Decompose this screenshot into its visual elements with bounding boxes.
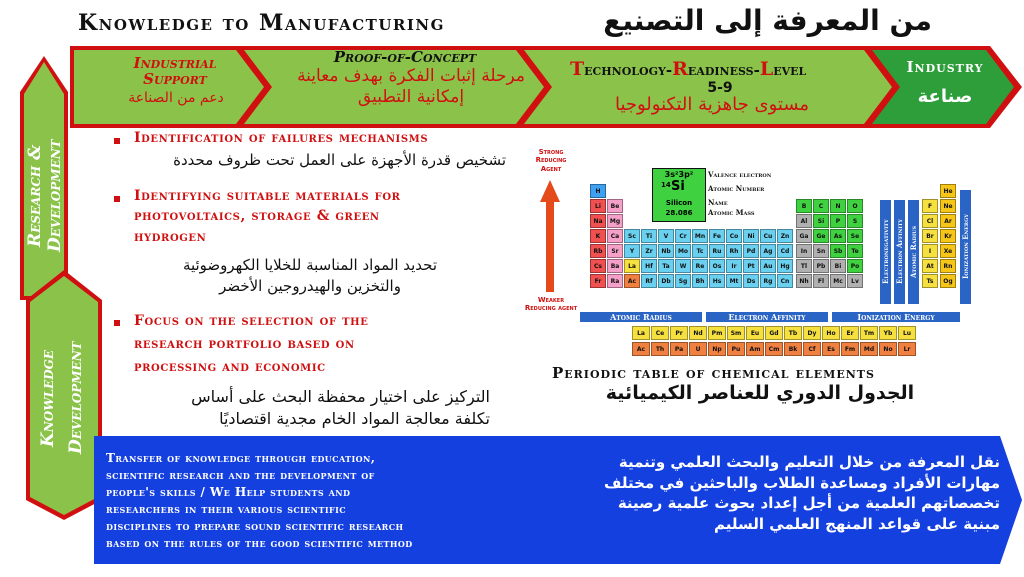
element-cell: O (847, 199, 863, 213)
element-cell: Ga (796, 229, 812, 243)
reducing-arrow-head (540, 180, 560, 202)
lanthanide-cell: Pr (670, 326, 688, 340)
trl-l: L (759, 58, 774, 80)
key-number: 14 (661, 181, 671, 189)
footer-text-ar (560, 452, 1000, 535)
footer-ar-line: مهارات الأفراد ومساعدة الطلاب والباحثين في مختلف (603, 473, 1000, 492)
lanthanide-cell: Nd (689, 326, 707, 340)
element-cell: Zn (777, 229, 793, 243)
element-cell: Al (796, 214, 812, 228)
key-label-number: Atomic Number (708, 184, 765, 193)
knowledge-label-line2: Development (66, 341, 86, 455)
band-ionization-energy: Ionization Energy (832, 312, 960, 322)
element-cell: Se (847, 229, 863, 243)
bullet-1-text: Identification of failures mechanisms (134, 130, 429, 146)
element-cell: V (658, 229, 674, 243)
key-label-name: Name (708, 198, 728, 207)
element-cell: Be (607, 199, 623, 213)
periodic-table-title-ar: الجدول الدوري للعناصر الكيميائية (605, 382, 915, 404)
actinide-cell: Pu (727, 342, 745, 356)
element-cell: Ag (760, 244, 776, 258)
footer-text (106, 450, 546, 552)
footer-line: researchers in their various scientific (106, 502, 346, 517)
lanthanide-cell: Pm (708, 326, 726, 340)
element-cell: Sb (830, 244, 846, 258)
element-cell: Cr (675, 229, 691, 243)
element-key-box (652, 168, 706, 222)
element-cell: Ge (813, 229, 829, 243)
bullet-2-ar-line2: والتخزين والهيدروجين الأخضر (219, 277, 401, 295)
bullet-2-text (134, 186, 534, 247)
element-cell: As (830, 229, 846, 243)
trl-range: 5-9 (707, 80, 733, 96)
lanthanide-cell: Yb (879, 326, 897, 340)
element-cell: Lv (847, 274, 863, 288)
key-symbol: Si (671, 179, 685, 194)
element-cell: Mg (607, 214, 623, 228)
proof-of-concept-ar-line2: إمكانية التطبيق (357, 87, 465, 108)
element-cell: Mc (830, 274, 846, 288)
element-cell: Ta (658, 259, 674, 273)
element-cell: Ac (624, 274, 640, 288)
strong-reducing-label: Strong Reducing Agent (535, 148, 567, 173)
periodic-table-title: Periodic table of chemical elements (552, 364, 875, 382)
research-label-line2: Development (45, 139, 65, 253)
industrial-support-label: Industrial Support (133, 54, 217, 88)
page-title-ar: من المعرفة إلى التصنيع (603, 4, 932, 37)
lanthanide-cell: Gd (765, 326, 783, 340)
proof-of-concept-label-ar (276, 66, 546, 109)
element-cell: In (796, 244, 812, 258)
element-cell: I (922, 244, 938, 258)
element-cell: W (675, 259, 691, 273)
bullet-3-line1: Focus on the selection of the (134, 313, 369, 329)
actinide-cell: Bk (784, 342, 802, 356)
element-cell: Co (726, 229, 742, 243)
weak-reducing-label: Weaker Reducing agent (524, 296, 578, 313)
element-cell: Rn (940, 259, 956, 273)
bullet-2-text-ar (150, 255, 470, 297)
trl-eadiness: eadiness- (687, 61, 760, 79)
element-cell: Na (590, 214, 606, 228)
element-cell: At (922, 259, 938, 273)
element-cell: Kr (940, 229, 956, 243)
element-cell: Sn (813, 244, 829, 258)
element-cell: Ds (743, 274, 759, 288)
element-cell: Sr (607, 244, 623, 258)
actinide-cell: Cm (765, 342, 783, 356)
element-cell: Mo (675, 244, 691, 258)
element-cell: He (940, 184, 956, 198)
element-cell: Sg (675, 274, 691, 288)
element-cell: Rg (760, 274, 776, 288)
element-cell: Ts (922, 274, 938, 288)
element-cell: Hs (709, 274, 725, 288)
element-cell: Au (760, 259, 776, 273)
lanthanide-cell: Lu (898, 326, 916, 340)
band-electron-affinity: Electron Affinity (706, 312, 828, 322)
element-cell: Re (692, 259, 708, 273)
trl-r: R (672, 58, 688, 80)
element-cell: Y (624, 244, 640, 258)
element-cell: Ne (940, 199, 956, 213)
element-cell: Bh (692, 274, 708, 288)
element-cell: Cl (922, 214, 938, 228)
bullet-3-text (134, 310, 534, 379)
bullet-3-text-ar (110, 386, 490, 431)
element-cell: Rb (590, 244, 606, 258)
element-cell: Ni (743, 229, 759, 243)
actinide-cell: Np (708, 342, 726, 356)
element-cell: Cn (777, 274, 793, 288)
bullet-2-ar-line1: تحديد المواد المناسبة للخلايا الكهروضوئية (182, 256, 438, 274)
actinide-cell: Md (860, 342, 878, 356)
research-label-line1: Research & (25, 144, 45, 248)
element-cell: Li (590, 199, 606, 213)
actinide-cell: Th (651, 342, 669, 356)
proof-of-concept-label: Proof-of-Concept (333, 48, 477, 66)
industrial-support-label-ar: دعم من الصناعة (128, 90, 224, 106)
bullet-marker (114, 320, 120, 326)
bullet-3-line2: research portfolio based on (134, 336, 355, 353)
footer-line: people's skills / We Help students and (106, 485, 351, 500)
element-cell: Bi (830, 259, 846, 273)
vband-ionization-energy-text: Ionization Energy (961, 214, 970, 280)
lanthanide-cell: Dy (803, 326, 821, 340)
element-cell: Te (847, 244, 863, 258)
vband-ionization-energy (960, 190, 971, 304)
footer-ar-line: تخصصاتهم العلمية من أجل إعداد بحوث علمية رصينة (617, 494, 1000, 513)
element-cell: Zr (641, 244, 657, 258)
element-cell: Hf (641, 259, 657, 273)
proof-of-concept-ar-line1: مرحلة إثبات الفكرة بهدف معاينة (297, 66, 525, 86)
element-cell: Ru (709, 244, 725, 258)
vband-atomic-radius (908, 200, 919, 304)
element-cell: Cu (760, 229, 776, 243)
element-cell: Pt (743, 259, 759, 273)
actinide-cell: U (689, 342, 707, 356)
element-cell: Tc (692, 244, 708, 258)
vband-atomic-radius-text: Atomic Radius (909, 225, 918, 279)
key-name: Silicon (665, 199, 693, 207)
reducing-arrow-shaft (546, 200, 554, 292)
lanthanide-cell: Tb (784, 326, 802, 340)
bullet-2-line2: photovoltaics, storage & green (134, 208, 380, 225)
industry-label-ar: صناعة (917, 86, 973, 107)
element-cell: Mt (726, 274, 742, 288)
element-cell: Pd (743, 244, 759, 258)
bullet-3-line3: processing and economic (134, 359, 326, 376)
bullet-3-ar-line1: التركيز على اختيار محفظة البحث على أساس (191, 387, 490, 406)
element-cell: K (590, 229, 606, 243)
element-cell: Sc (624, 229, 640, 243)
element-cell: Hg (777, 259, 793, 273)
vband-electronegativity-text: Electronegativity (881, 219, 890, 285)
element-cell: Rh (726, 244, 742, 258)
bullet-3-ar-line2: تكلفة معالجة المواد الخام مجدية اقتصاديًا (219, 409, 490, 429)
element-cell: F (922, 199, 938, 213)
lanthanide-cell: Ce (651, 326, 669, 340)
bullet-1-text-ar: تشخيص قدرة الأجهزة على العمل تحت ظروف محددة (173, 151, 506, 169)
footer-line: based on the rules of the good scientific method (106, 536, 413, 551)
element-cell: B (796, 199, 812, 213)
element-cell: La (624, 259, 640, 273)
element-cell: Po (847, 259, 863, 273)
element-cell: H (590, 184, 606, 198)
trl-t: T (570, 58, 585, 80)
bullet-2-line3: hydrogen (134, 228, 207, 245)
key-config: 3s²3p² (664, 170, 694, 179)
element-cell: Nh (796, 274, 812, 288)
footer-ar-line: نقل المعرفة من خلال التعليم والبحث العلمي وتنمية (618, 453, 1000, 471)
vband-electronegativity (880, 200, 891, 304)
lanthanide-cell: La (632, 326, 650, 340)
actinide-cell: Fm (841, 342, 859, 356)
element-cell: Fr (590, 274, 606, 288)
element-cell: Ba (607, 259, 623, 273)
element-cell: Mn (692, 229, 708, 243)
actinide-cell: Es (822, 342, 840, 356)
actinide-cell: Lr (898, 342, 916, 356)
footer-line: scientific research and the development of (106, 468, 375, 483)
element-cell: Ti (641, 229, 657, 243)
key-label-valence: Valence electron (708, 170, 772, 179)
element-cell: Ca (607, 229, 623, 243)
element-cell: Rf (641, 274, 657, 288)
element-cell: C (813, 199, 829, 213)
bullet-marker (114, 196, 120, 202)
trl-label (570, 58, 880, 80)
element-cell: Br (922, 229, 938, 243)
knowledge-label-line1: Knowledge (38, 349, 58, 447)
lanthanide-cell: Tm (860, 326, 878, 340)
key-label-mass: Atomic Mass (708, 208, 755, 217)
vband-electron-affinity-text: Electron Affinity (895, 219, 904, 285)
vband-electron-affinity (894, 200, 905, 304)
bullet-2-line1: Identifying suitable materials for (134, 188, 401, 204)
trl-evel: evel (773, 61, 807, 79)
lanthanide-cell: Sm (727, 326, 745, 340)
element-cell: Ra (607, 274, 623, 288)
footer-line: disciplines to prepare sound scientific research (106, 519, 404, 534)
actinide-cell: Am (746, 342, 764, 356)
page-title: Knowledge to Manufacturing (78, 10, 445, 36)
element-cell: Tl (796, 259, 812, 273)
element-cell: Pb (813, 259, 829, 273)
trl-label-ar: مستوى جاهزية التكنولوجيا (614, 94, 810, 115)
actinide-cell: No (879, 342, 897, 356)
element-cell: Fe (709, 229, 725, 243)
element-cell: S (847, 214, 863, 228)
actinide-cell: Pa (670, 342, 688, 356)
element-cell: Cs (590, 259, 606, 273)
element-cell: Ir (726, 259, 742, 273)
footer-ar-line: مبنية على قواعد المنهج العلمي السليم (714, 515, 1000, 534)
bullet-marker (114, 138, 120, 144)
actinide-cell: Ac (632, 342, 650, 356)
element-cell: Ar (940, 214, 956, 228)
element-cell: Nb (658, 244, 674, 258)
lanthanide-cell: Ho (822, 326, 840, 340)
element-cell: Db (658, 274, 674, 288)
industry-label: Industry (906, 58, 984, 76)
key-mass: 28.086 (665, 209, 693, 217)
trl-echnology: echnology- (584, 61, 673, 79)
element-cell: Fl (813, 274, 829, 288)
footer-line: Transfer of knowledge through education, (106, 451, 376, 465)
element-cell: N (830, 199, 846, 213)
lanthanide-cell: Eu (746, 326, 764, 340)
element-cell: Os (709, 259, 725, 273)
element-cell: Cd (777, 244, 793, 258)
band-atomic-radius: Atomic Radius (580, 312, 702, 322)
element-cell: Xe (940, 244, 956, 258)
actinide-cell: Cf (803, 342, 821, 356)
element-cell: Og (940, 274, 956, 288)
element-cell: P (830, 214, 846, 228)
lanthanide-cell: Er (841, 326, 859, 340)
element-cell: Si (813, 214, 829, 228)
